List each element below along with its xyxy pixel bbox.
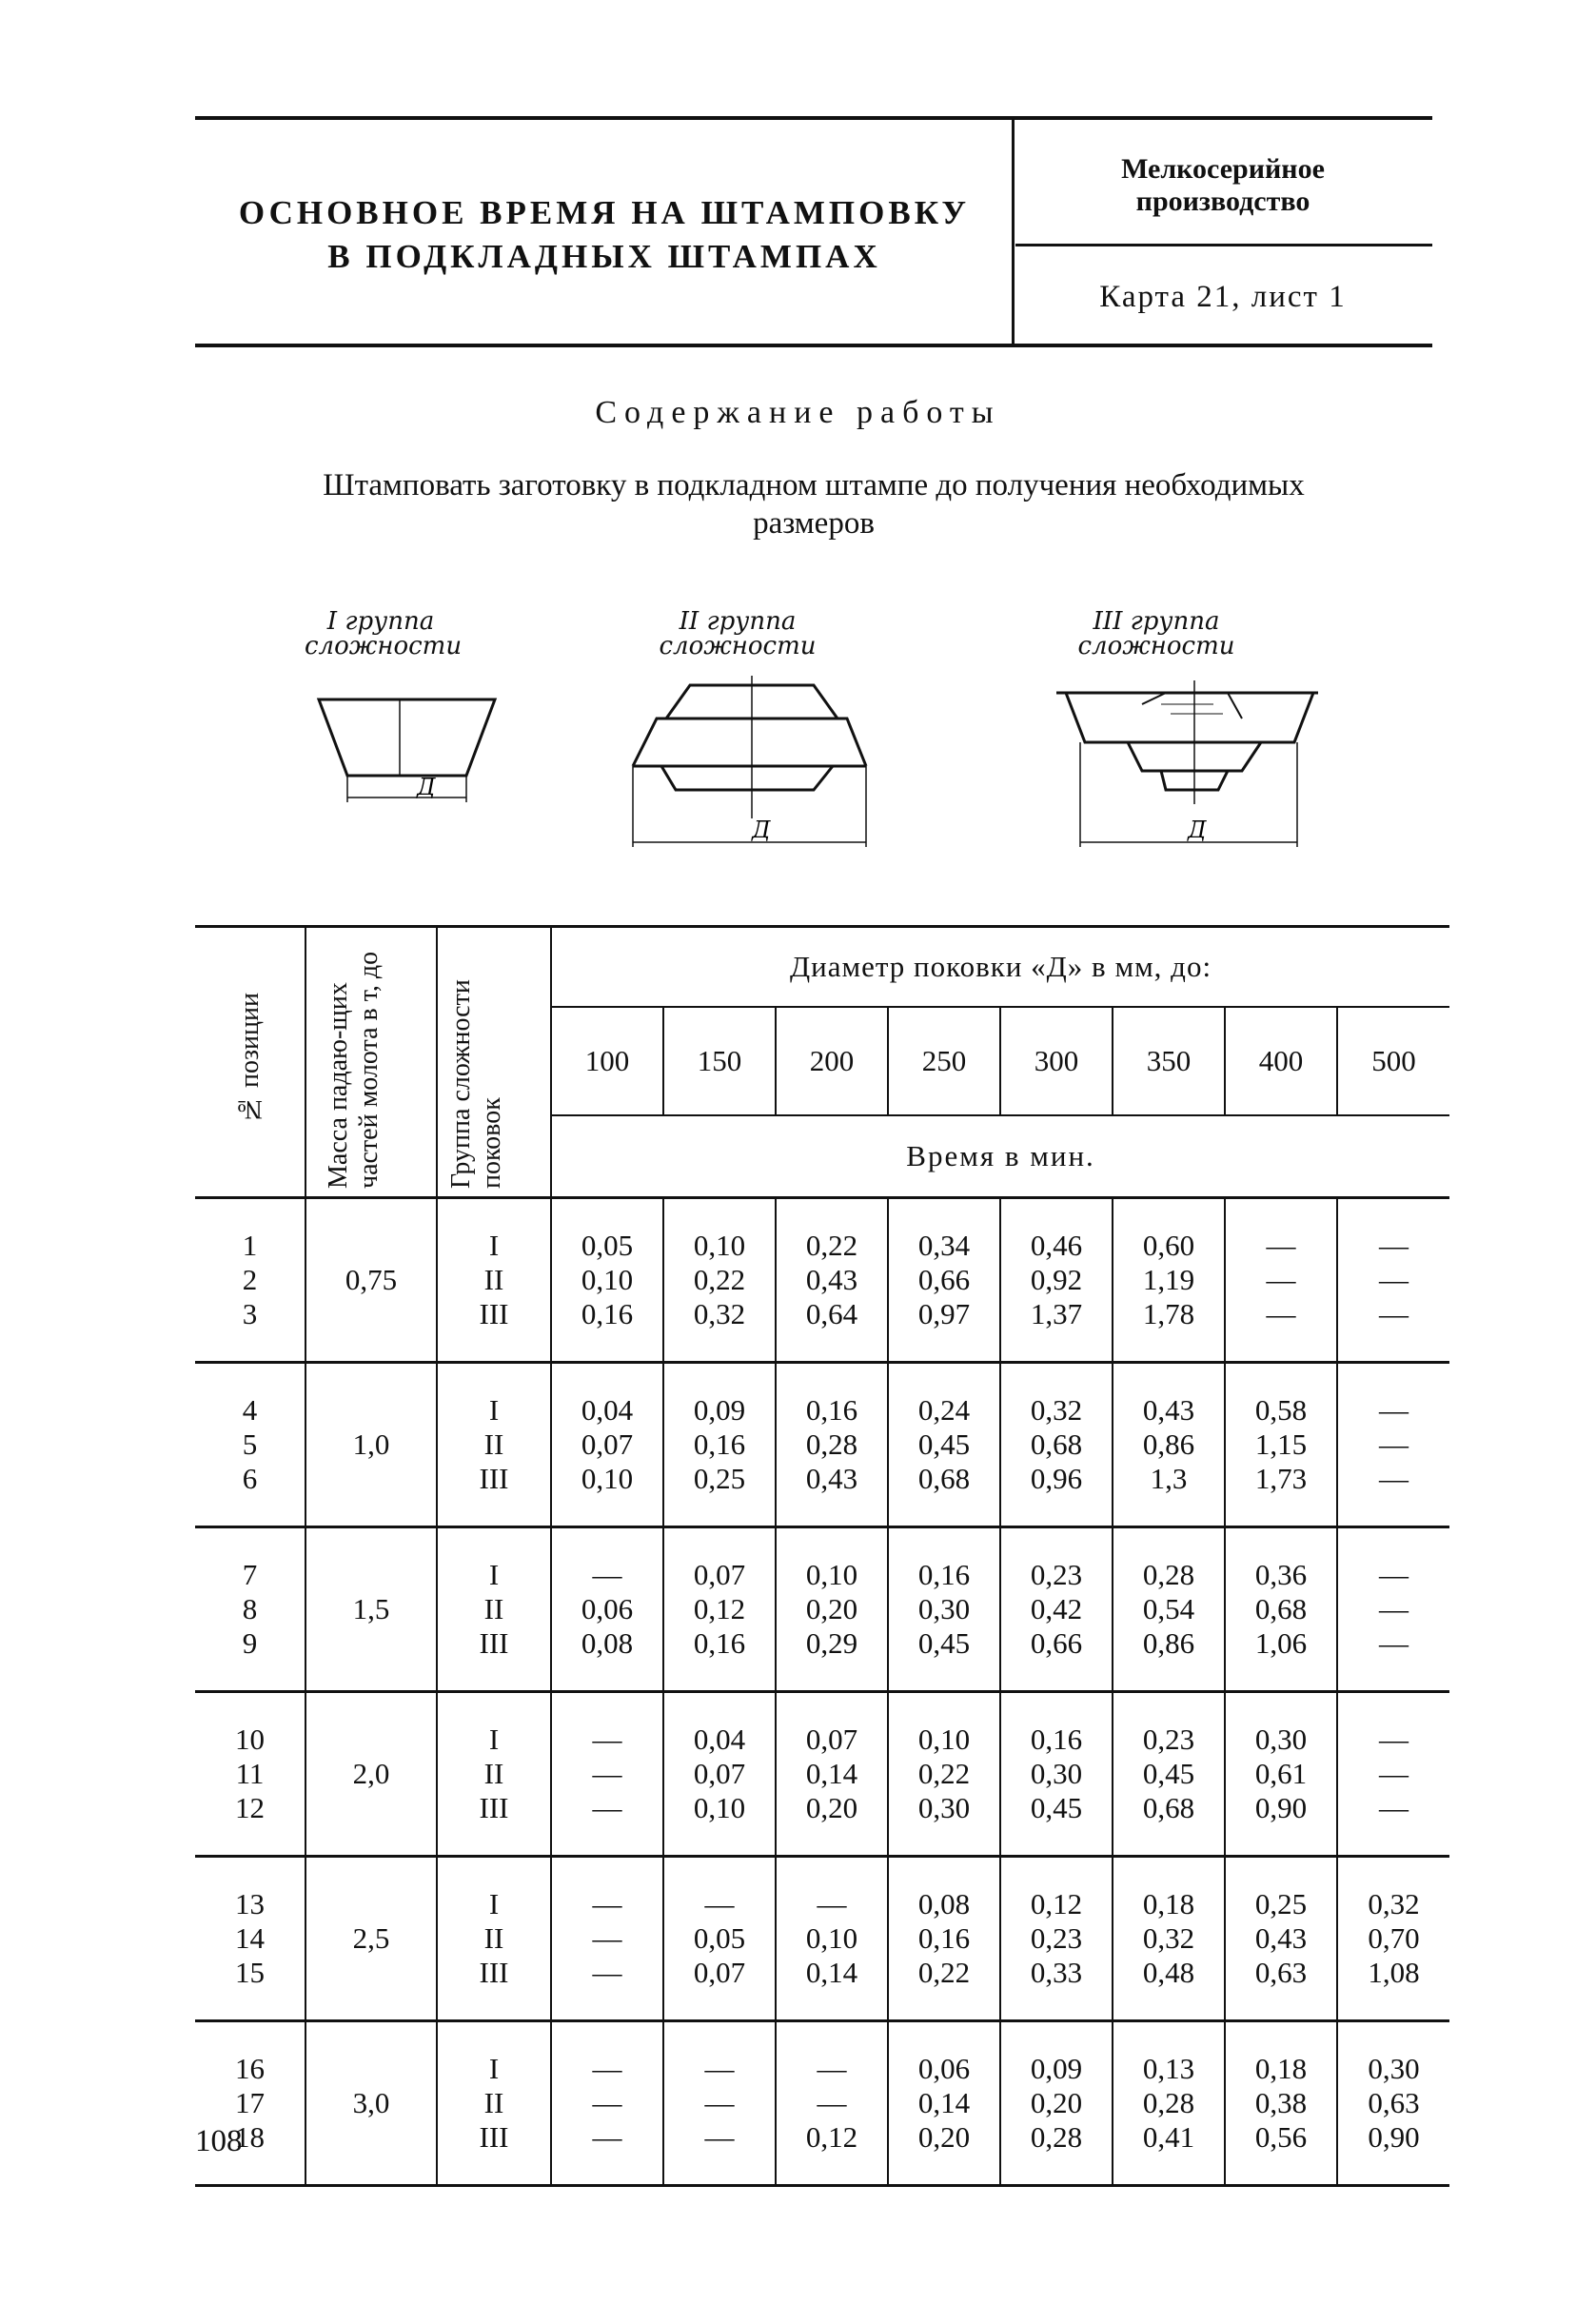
cell-value: III [479, 1297, 509, 1330]
time-cell [551, 1198, 663, 1363]
diameter-200: 200 [776, 1007, 888, 1114]
cell-value: 1,3 [1150, 1462, 1188, 1495]
cell-value: 0,20 [1030, 2086, 1083, 2119]
group-header-text: Группа сложности поковок [446, 979, 506, 1189]
cell-value: 0,33 [1030, 1956, 1083, 1989]
cell-value: 0,68 [1254, 1592, 1308, 1625]
cell-value: — [592, 1723, 622, 1756]
cell-value: 0,07 [693, 1558, 746, 1591]
card-title [195, 191, 1014, 279]
time-cell [888, 1692, 1000, 1857]
time-cell [551, 1363, 663, 1527]
cell-value: — [817, 2052, 847, 2085]
cell-value: 0,05 [693, 1921, 746, 1955]
cell-value: 0,56 [1254, 2120, 1308, 2154]
cell-value: 0,66 [1030, 1626, 1083, 1660]
complexity-cell [437, 2021, 551, 2186]
work-content-title: Содержание работы [595, 395, 1001, 430]
cell-value: III [479, 2120, 509, 2154]
cell-value: 0,68 [1030, 1428, 1083, 1461]
diameter-400: 400 [1225, 1007, 1337, 1114]
cell-value: III [479, 1626, 509, 1660]
diameter-300: 300 [1000, 1007, 1113, 1114]
cell-value: 0,43 [1254, 1921, 1308, 1955]
cell-value: 0,63 [1254, 1956, 1308, 1989]
cell-value: 0,97 [917, 1297, 971, 1330]
complexity-cell [437, 1692, 551, 1857]
cell-value: 0,09 [693, 1393, 746, 1427]
cell-value: 0,16 [581, 1297, 634, 1330]
cell-value: 0,70 [1368, 1921, 1420, 1955]
cell-value: — [704, 2052, 735, 2085]
cell-value: 10 [235, 1723, 265, 1756]
time-cell [1337, 1363, 1449, 1527]
cell-value: 0,22 [693, 1263, 746, 1296]
time-cell [776, 1198, 888, 1363]
cell-value: 0,23 [1030, 1558, 1083, 1591]
time-cell [1000, 2021, 1113, 2186]
title-line-2: В ПОДКЛАДНЫХ ШТАМПАХ [327, 238, 881, 275]
cell-value: II [483, 2086, 504, 2119]
cell-value: 0,54 [1142, 1592, 1195, 1625]
cell-value: 0,16 [917, 1921, 971, 1955]
cell-value: 0,12 [805, 2120, 858, 2154]
cell-value: 8 [242, 1592, 258, 1625]
cell-value: 1 [242, 1229, 258, 1262]
cell-value: — [592, 1757, 622, 1790]
table-row [195, 1527, 1449, 1692]
time-cell [1000, 1692, 1113, 1857]
cell-value: — [592, 2052, 622, 2085]
time-cell [1000, 1857, 1113, 2021]
cell-value: — [1379, 1592, 1409, 1625]
time-cell [1000, 1363, 1113, 1527]
figure-2-dim: Д [752, 817, 771, 843]
figure-3-drawing [1052, 676, 1328, 857]
cell-value: 16 [235, 2052, 265, 2085]
cell-value: 0,08 [917, 1887, 971, 1920]
time-cell [1337, 1198, 1449, 1363]
cell-value: 0,12 [1030, 1887, 1083, 1920]
cell-value: — [592, 2086, 622, 2119]
figure-3-label-line1: III группа [1093, 607, 1220, 636]
cell-value: — [1379, 1558, 1409, 1591]
cell-value: — [1379, 1229, 1409, 1262]
production-line-1: Мелкосерийное [1121, 153, 1325, 185]
cell-value: 1,08 [1368, 1956, 1420, 1989]
time-cell [551, 1857, 663, 2021]
time-cell [1000, 1527, 1113, 1692]
cell-value: — [1379, 1626, 1409, 1660]
figure-1-drawing [305, 690, 514, 814]
cell-value: 0,22 [917, 1757, 971, 1790]
time-cell [776, 1527, 888, 1692]
diameter-100: 100 [551, 1007, 663, 1114]
cell-value: 5 [242, 1428, 258, 1461]
time-cell [888, 2021, 1000, 2186]
complexity-cell [437, 1857, 551, 2021]
mass-cell: 3,0 [305, 2021, 437, 2186]
cell-value: — [1266, 1229, 1296, 1262]
cell-value: 0,90 [1254, 1791, 1308, 1824]
cell-value: 0,30 [1030, 1757, 1083, 1790]
cell-value: 0,46 [1030, 1229, 1083, 1262]
figure-3-dim: Д [1188, 817, 1207, 843]
cell-value: 0,25 [693, 1462, 746, 1495]
cell-value: 18 [235, 2120, 265, 2154]
cell-value: — [1379, 1791, 1409, 1824]
time-cell [1225, 1692, 1337, 1857]
production-type [1014, 153, 1432, 218]
cell-value: I [488, 1887, 500, 1920]
cell-value: 2 [242, 1263, 258, 1296]
production-line-2: производство [1135, 186, 1310, 217]
figure-2-label-line2: сложности [659, 632, 817, 660]
cell-value: 0,92 [1030, 1263, 1083, 1296]
cell-value: — [592, 1558, 622, 1591]
cell-value: — [1379, 1462, 1409, 1495]
page-number: 108 [195, 2124, 243, 2158]
cell-value: 0,24 [917, 1393, 971, 1427]
figure-1-label [305, 607, 463, 660]
complexity-cell [437, 1198, 551, 1363]
time-cell [663, 1198, 776, 1363]
cell-value: 0,07 [581, 1428, 634, 1461]
cell-value: 0,32 [1142, 1921, 1195, 1955]
cell-value: 7 [242, 1558, 258, 1591]
time-cell [551, 1527, 663, 1692]
table-row [195, 1363, 1449, 1527]
cell-value: 0,96 [1030, 1462, 1083, 1495]
cell-value: 0,48 [1142, 1956, 1195, 1989]
cell-value: — [1379, 1297, 1409, 1330]
time-cell [1225, 1857, 1337, 2021]
cell-value: 0,18 [1142, 1887, 1195, 1920]
cell-value: — [704, 2120, 735, 2154]
cell-value: — [1266, 1263, 1296, 1296]
cell-value: III [479, 1462, 509, 1495]
cell-value: — [704, 1887, 735, 1920]
cell-value: 0,36 [1254, 1558, 1308, 1591]
cell-value: 0,14 [805, 1757, 858, 1790]
cell-value: 1,06 [1254, 1626, 1308, 1660]
cell-value: — [592, 1956, 622, 1989]
cell-value: 9 [242, 1626, 258, 1660]
mass-cell: 2,5 [305, 1857, 437, 2021]
cell-value: 0,30 [917, 1592, 971, 1625]
complexity-cell [437, 1363, 551, 1527]
figure-3-label [1075, 609, 1237, 659]
cell-value: I [488, 1229, 500, 1262]
work-text-line-1: Штамповать заготовку в подкладном штампе до получения необходимых [323, 468, 1305, 502]
cell-value: II [483, 1921, 504, 1955]
cell-value: — [1379, 1428, 1409, 1461]
cell-value: III [479, 1956, 509, 1989]
table-row [195, 1198, 1449, 1363]
cell-value: — [817, 2086, 847, 2119]
cell-value: 0,41 [1142, 2120, 1195, 2154]
cell-value: — [592, 1887, 622, 1920]
cell-value: 13 [235, 1887, 265, 1920]
cell-value: 0,30 [1254, 1723, 1308, 1756]
cell-value: 0,58 [1254, 1393, 1308, 1427]
work-content-text [195, 466, 1432, 542]
cell-value: II [483, 1263, 504, 1296]
cell-value: 0,63 [1368, 2086, 1420, 2119]
cell-value: 0,05 [581, 1229, 634, 1262]
cell-value: 0,45 [1142, 1757, 1195, 1790]
mass-column-header [305, 927, 437, 1198]
diameter-500: 500 [1337, 1007, 1449, 1114]
time-cell [1113, 1363, 1225, 1527]
cell-value: 0,14 [805, 1956, 858, 1989]
time-cell [1113, 1692, 1225, 1857]
cell-value: 0,42 [1030, 1592, 1083, 1625]
cell-value: 0,04 [581, 1393, 634, 1427]
mass-cell: 1,5 [305, 1527, 437, 1692]
figure-1-label-line2: сложности [305, 632, 463, 660]
cell-value: 0,30 [917, 1791, 971, 1824]
time-cell [663, 1527, 776, 1692]
cell-value: 0,32 [693, 1297, 746, 1330]
cell-value: 0,13 [1142, 2052, 1195, 2085]
cell-value: I [488, 2052, 500, 2085]
cell-value: 3 [242, 1297, 258, 1330]
time-cell [1225, 1363, 1337, 1527]
time-cell [1113, 1198, 1225, 1363]
cell-value: II [483, 1592, 504, 1625]
cell-value: 0,22 [917, 1956, 971, 1989]
cell-value: 0,16 [917, 1558, 971, 1591]
time-cell [1337, 1692, 1449, 1857]
cell-value: 11 [235, 1757, 265, 1790]
cell-value: — [592, 1791, 622, 1824]
time-cell [888, 1363, 1000, 1527]
cell-value: 0,08 [581, 1626, 634, 1660]
diameter-header: Диаметр поковки «Д» в мм, до: [551, 927, 1449, 1008]
cell-value: 14 [235, 1921, 265, 1955]
header-rule [1015, 244, 1432, 246]
cell-value: 0,10 [693, 1791, 746, 1824]
time-cell [888, 1857, 1000, 2021]
mass-cell: 1,0 [305, 1363, 437, 1527]
cell-value: 0,07 [693, 1757, 746, 1790]
cell-value: 0,20 [805, 1592, 858, 1625]
cell-value: — [1379, 1263, 1409, 1296]
cell-value: 0,32 [1368, 1887, 1420, 1920]
table-body [195, 1198, 1449, 2186]
cell-value: 0,64 [805, 1297, 858, 1330]
cell-value: 0,28 [1142, 2086, 1195, 2119]
time-cell [776, 1857, 888, 2021]
cell-value: 17 [235, 2086, 265, 2119]
cell-value: 0,32 [1030, 1393, 1083, 1427]
cell-value: 1,15 [1254, 1428, 1308, 1461]
position-cell [195, 1198, 305, 1363]
cell-value: 0,10 [693, 1229, 746, 1262]
table-row [195, 1692, 1449, 1857]
time-cell [663, 1857, 776, 2021]
cell-value: 0,86 [1142, 1626, 1195, 1660]
cell-value: 0,28 [805, 1428, 858, 1461]
figure-1-label-line1: I группа [326, 607, 435, 636]
position-cell [195, 1857, 305, 2021]
cell-value: 0,20 [917, 2120, 971, 2154]
figure-3-label-line2: сложности [1077, 632, 1235, 660]
cell-value: I [488, 1723, 500, 1756]
cell-value: 4 [242, 1393, 258, 1427]
cell-value: — [817, 1887, 847, 1920]
work-text-line-2: размеров [753, 506, 875, 541]
cell-value: 0,14 [917, 2086, 971, 2119]
cell-value: 0,16 [1030, 1723, 1083, 1756]
cell-value: 1,73 [1254, 1462, 1308, 1495]
cell-value: 12 [235, 1791, 265, 1824]
cell-value: 0,10 [917, 1723, 971, 1756]
cell-value: 0,23 [1142, 1723, 1195, 1756]
group-column-header [437, 927, 551, 1198]
cell-value: 0,45 [1030, 1791, 1083, 1824]
cell-value: 0,60 [1142, 1229, 1195, 1262]
time-cell [1225, 1527, 1337, 1692]
time-cell [551, 1692, 663, 1857]
figure-1-dim: Д [417, 774, 436, 800]
cell-value: II [483, 1428, 504, 1461]
time-cell [1113, 2021, 1225, 2186]
mass-cell: 0,75 [305, 1198, 437, 1363]
time-cell [888, 1527, 1000, 1692]
cell-value: 0,09 [1030, 2052, 1083, 2085]
cell-value: 6 [242, 1462, 258, 1495]
title-line-1: ОСНОВНОЕ ВРЕМЯ НА ШТАМПОВКУ [238, 194, 971, 231]
cell-value: I [488, 1558, 500, 1591]
card-header [195, 116, 1432, 347]
cell-value: 0,18 [1254, 2052, 1308, 2085]
position-cell [195, 1527, 305, 1692]
cell-value: 0,10 [581, 1462, 634, 1495]
time-cell [1337, 1527, 1449, 1692]
cell-value: 0,06 [581, 1592, 634, 1625]
cell-value: 0,43 [805, 1263, 858, 1296]
cell-value: — [1379, 1393, 1409, 1427]
cell-value: 1,37 [1030, 1297, 1083, 1330]
mass-header-text: Масса падаю-щих частей молота в т, до [324, 951, 384, 1189]
position-header-text: № позиции [234, 993, 265, 1124]
cell-value: 1,78 [1142, 1297, 1195, 1330]
time-cell [776, 2021, 888, 2186]
cell-value: 0,07 [693, 1956, 746, 1989]
cell-value: 15 [235, 1956, 265, 1989]
cell-value: — [592, 2120, 622, 2154]
stamping-time-table [195, 925, 1449, 2187]
position-cell [195, 1692, 305, 1857]
diameter-350: 350 [1113, 1007, 1225, 1114]
figure-2-drawing [619, 666, 876, 857]
cell-value: 0,10 [805, 1558, 858, 1591]
time-cell [663, 1363, 776, 1527]
cell-value: 0,10 [805, 1921, 858, 1955]
mass-cell: 2,0 [305, 1692, 437, 1857]
cell-value: 0,34 [917, 1229, 971, 1262]
cell-value: 0,28 [1030, 2120, 1083, 2154]
cell-value: 0,61 [1254, 1757, 1308, 1790]
cell-value: 0,29 [805, 1626, 858, 1660]
cell-value: — [1379, 1723, 1409, 1756]
cell-value: 0,16 [693, 1428, 746, 1461]
cell-value: — [1379, 1757, 1409, 1790]
cell-value: II [483, 1757, 504, 1790]
cell-value: 0,43 [1142, 1393, 1195, 1427]
position-column-header [195, 927, 305, 1198]
time-cell [1337, 2021, 1449, 2186]
time-cell [888, 1198, 1000, 1363]
diameter-250: 250 [888, 1007, 1000, 1114]
cell-value: 0,45 [917, 1428, 971, 1461]
cell-value: 0,06 [917, 2052, 971, 2085]
figure-2-label [657, 609, 818, 659]
card-number: Карта 21, лист 1 [1099, 280, 1347, 314]
cell-value: 0,45 [917, 1626, 971, 1660]
cell-value: 0,30 [1368, 2052, 1420, 2085]
time-cell [1337, 1857, 1449, 2021]
table-row [195, 1857, 1449, 2021]
time-cell [776, 1692, 888, 1857]
cell-value: 0,10 [581, 1263, 634, 1296]
cell-value: — [704, 2086, 735, 2119]
cell-value: 0,43 [805, 1462, 858, 1495]
cell-value: 0,28 [1142, 1558, 1195, 1591]
table-row [195, 2021, 1449, 2186]
cell-value: 0,07 [805, 1723, 858, 1756]
time-header: Время в мин. [551, 1115, 1449, 1198]
cell-value: 0,66 [917, 1263, 971, 1296]
time-cell [1113, 1857, 1225, 2021]
cell-value: 0,68 [917, 1462, 971, 1495]
cell-value: 0,12 [693, 1592, 746, 1625]
figure-2-label-line1: II группа [679, 607, 797, 636]
time-cell [776, 1363, 888, 1527]
complexity-cell [437, 1527, 551, 1692]
cell-value: 0,25 [1254, 1887, 1308, 1920]
cell-value: 0,04 [693, 1723, 746, 1756]
cell-value: 0,22 [805, 1229, 858, 1262]
time-cell [1113, 1527, 1225, 1692]
cell-value: III [479, 1791, 509, 1824]
time-cell [663, 2021, 776, 2186]
cell-value: — [1266, 1297, 1296, 1330]
time-cell [1225, 1198, 1337, 1363]
cell-value: 0,16 [693, 1626, 746, 1660]
cell-value: I [488, 1393, 500, 1427]
time-cell [663, 1692, 776, 1857]
cell-value: 0,86 [1142, 1428, 1195, 1461]
cell-value: 0,90 [1368, 2120, 1420, 2154]
diameter-150: 150 [663, 1007, 776, 1114]
cell-value: 0,38 [1254, 2086, 1308, 2119]
time-cell [551, 2021, 663, 2186]
cell-value: 0,16 [805, 1393, 858, 1427]
cell-value: 0,23 [1030, 1921, 1083, 1955]
cell-value: 1,19 [1142, 1263, 1195, 1296]
cell-value: — [592, 1921, 622, 1955]
cell-value: 0,68 [1142, 1791, 1195, 1824]
time-cell [1225, 2021, 1337, 2186]
time-cell [1000, 1198, 1113, 1363]
position-cell [195, 1363, 305, 1527]
position-cell [195, 2021, 305, 2186]
cell-value: 0,20 [805, 1791, 858, 1824]
